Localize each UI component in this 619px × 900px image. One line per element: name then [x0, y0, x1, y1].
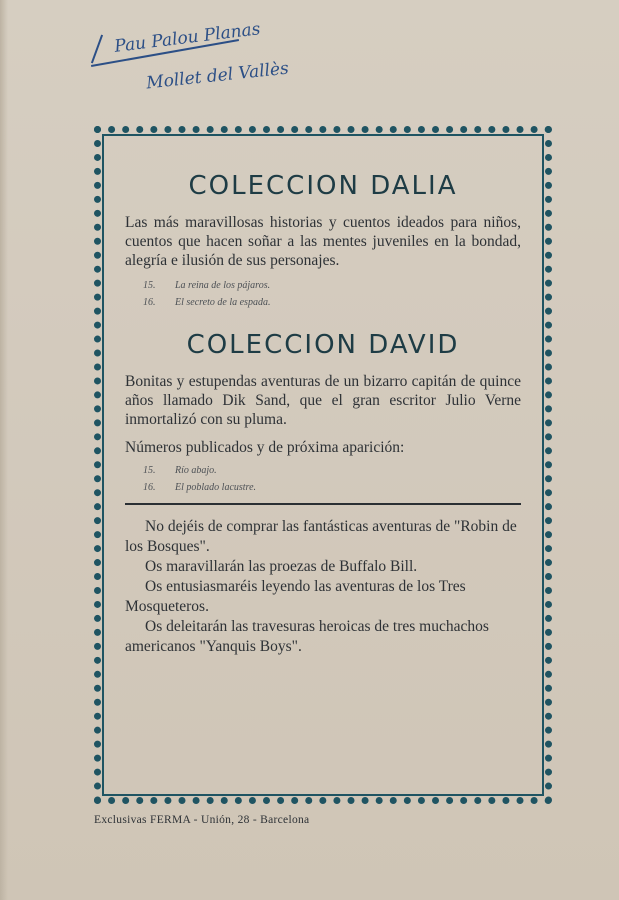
david-list — [143, 465, 521, 493]
publisher-footer: Exclusivas FERMA - Unión, 28 - Barcelona — [94, 814, 310, 826]
item-number: 16. — [143, 297, 156, 308]
promo-line: Os entusiasmaréis leyendo las aventuras de los Tres Mosqueteros. — [125, 578, 466, 615]
item-title: El secreto de la espada. — [175, 297, 271, 308]
item-title: La reina de los pájaros. — [175, 280, 271, 291]
signature-stroke — [91, 35, 103, 64]
david-title: COLECCION DAVID — [186, 330, 460, 360]
list-item — [143, 297, 521, 308]
handwritten-signature — [88, 14, 318, 94]
dalia-description: Las más maravillosas historias y cuentos ideados para niños, cuentos que hacen soñar a las mentes juveniles en la bondad, alegría e ilusión de sus personajes. — [125, 214, 521, 269]
dalia-list — [143, 280, 521, 308]
item-number: 16. — [143, 482, 156, 493]
signature-line-2: Mollet del Vallès — [145, 58, 290, 94]
decorative-frame — [94, 126, 552, 804]
item-number: 15. — [143, 465, 156, 476]
promo-line: No dejéis de comprar las fantásticas aventuras de "Robin de los Bosques". — [125, 518, 517, 555]
david-description: Bonitas y estupendas aventuras de un bizarro capitán de quince años llamado Dik Sand, que el gran escritor Julio Verne inmortalizó con su pluma. — [125, 373, 521, 428]
david-subheading: Números publicados y de próxima aparición: — [125, 439, 405, 456]
list-item — [143, 482, 521, 493]
item-title: Río abajo. — [175, 465, 217, 476]
signature-line-1: Pau Palou Planas — [113, 19, 262, 57]
frame-content — [125, 157, 521, 657]
promo-line: Os maravillarán las proezas de Buffalo Bill. — [145, 558, 418, 575]
list-item — [143, 465, 521, 476]
section-divider — [125, 503, 521, 505]
item-title: El poblado lacustre. — [175, 482, 257, 493]
list-item — [143, 280, 521, 291]
item-number: 15. — [143, 280, 156, 291]
promo-line: Os deleitarán las travesuras heroicas de tres muchachos americanos "Yanquis Boys". — [125, 618, 489, 655]
promo-block — [125, 517, 521, 657]
dalia-title: COLECCION DALIA — [188, 171, 458, 201]
